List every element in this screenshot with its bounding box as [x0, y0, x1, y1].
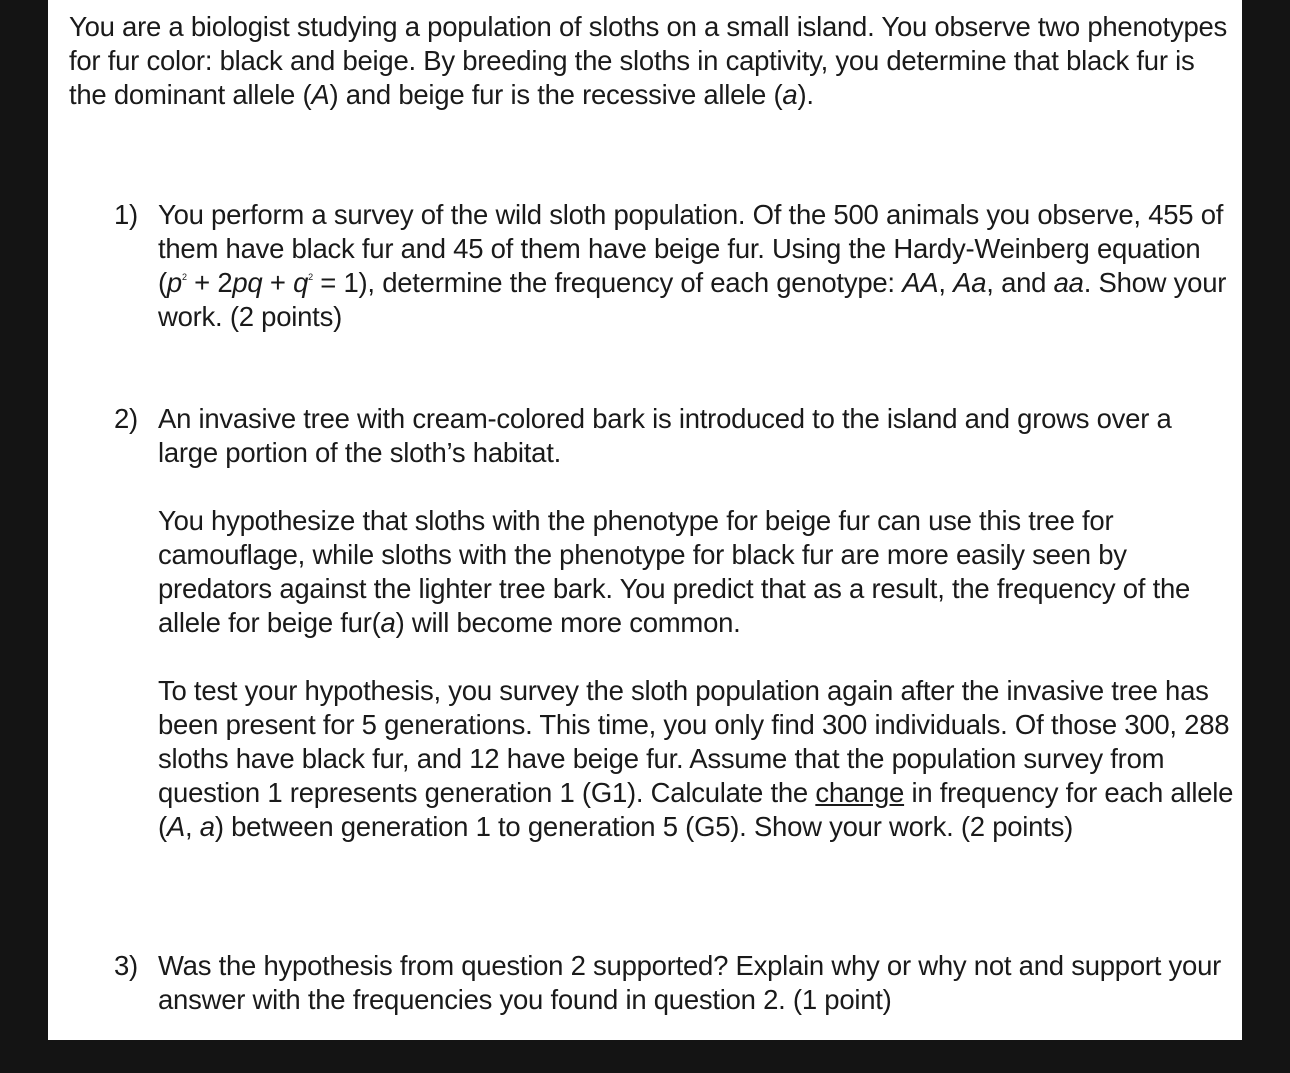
hypothesis-paragraph — [158, 504, 1234, 640]
question-text: in frequency for each allele ( — [158, 777, 1234, 842]
question-text: You hypothesize that sloths with the phenotype for beige fur can use this tree for camouflage, while sloths with the phenotype for black fur are more easily seen by predators against the lighter tree bark. You predict that as a result, the frequency of the allele for beige fur( — [158, 505, 1191, 638]
allele-A: A — [166, 811, 186, 842]
genotype-AA: AA — [902, 267, 939, 298]
question-paragraph: Was the hypothesis from question 2 supported? Explain why or why not and support your answer with the frequencies you found in question 2. (1 point) — [158, 950, 1222, 1015]
question-paragraph: An invasive tree with cream-colored bark is introduced to the island and grows over a large portion of the sloth’s habitat. — [158, 403, 1172, 468]
test-paragraph — [158, 674, 1234, 844]
question-body — [158, 949, 1234, 1017]
genotype-aa: aa — [1053, 267, 1084, 298]
question-text: You perform a survey of the wild sloth population. Of the 500 animals you observe, 455 of them have black fur and 45 of them have beige fur. Using the Hardy-Weinberg equation ( — [158, 199, 1224, 298]
underlined-word-change: change — [815, 777, 905, 808]
question-number: 3) — [114, 950, 138, 981]
equation-q: q — [293, 267, 309, 298]
equation-exponent: 2 — [181, 272, 187, 282]
question-text: . Show your work. (2 points) — [158, 267, 1227, 332]
dominant-allele-symbol: A — [311, 79, 330, 110]
question-2 — [114, 402, 1234, 844]
question-text: + — [262, 267, 294, 298]
equation-pq: pq — [232, 267, 263, 298]
intro-text: ) and beige fur is the recessive allele ( — [329, 79, 783, 110]
intro-text: You are a biologist studying a population of sloths on a small island. You observe two phenotypes for fur color: black and beige. By breeding the sloths in captivity, you determine that black fur is the dominant allele ( — [69, 11, 1228, 110]
question-number: 2) — [114, 403, 138, 434]
recessive-allele-symbol: a — [782, 79, 798, 110]
question-paragraph — [158, 198, 1234, 334]
intro-text: ). — [797, 79, 814, 110]
question-text: To test your hypothesis, you survey the sloth population again after the invasive tree has been present for 5 generations. This time, you only find 300 individuals. Of those 300, 288 sloths have black fur, and 12 have beige fur. Assume that the population survey from question 1 represents generation 1 (G1). Calculate the — [158, 675, 1230, 808]
equation-exponent: 2 — [308, 272, 313, 282]
question-3 — [114, 949, 1234, 1017]
intro-paragraph — [69, 10, 1229, 112]
question-1 — [114, 198, 1234, 334]
question-text: , — [185, 811, 200, 842]
document-page — [48, 0, 1242, 1040]
question-text: ) between generation 1 to generation 5 (G5). Show your work. (2 points) — [214, 811, 1073, 842]
allele-a: a — [199, 811, 215, 842]
allele-a: a — [380, 607, 396, 638]
genotype-Aa: Aa — [953, 267, 987, 298]
equation-p: p — [166, 267, 182, 298]
question-text: = 1), determine the frequency of each genotype: — [312, 267, 903, 298]
question-body — [158, 402, 1234, 844]
question-body — [158, 198, 1234, 334]
question-text: , and — [986, 267, 1054, 298]
question-text: + 2 — [186, 267, 233, 298]
question-text: ) will become more common. — [395, 607, 741, 638]
question-text: , — [938, 267, 954, 298]
question-number: 1) — [114, 199, 138, 230]
